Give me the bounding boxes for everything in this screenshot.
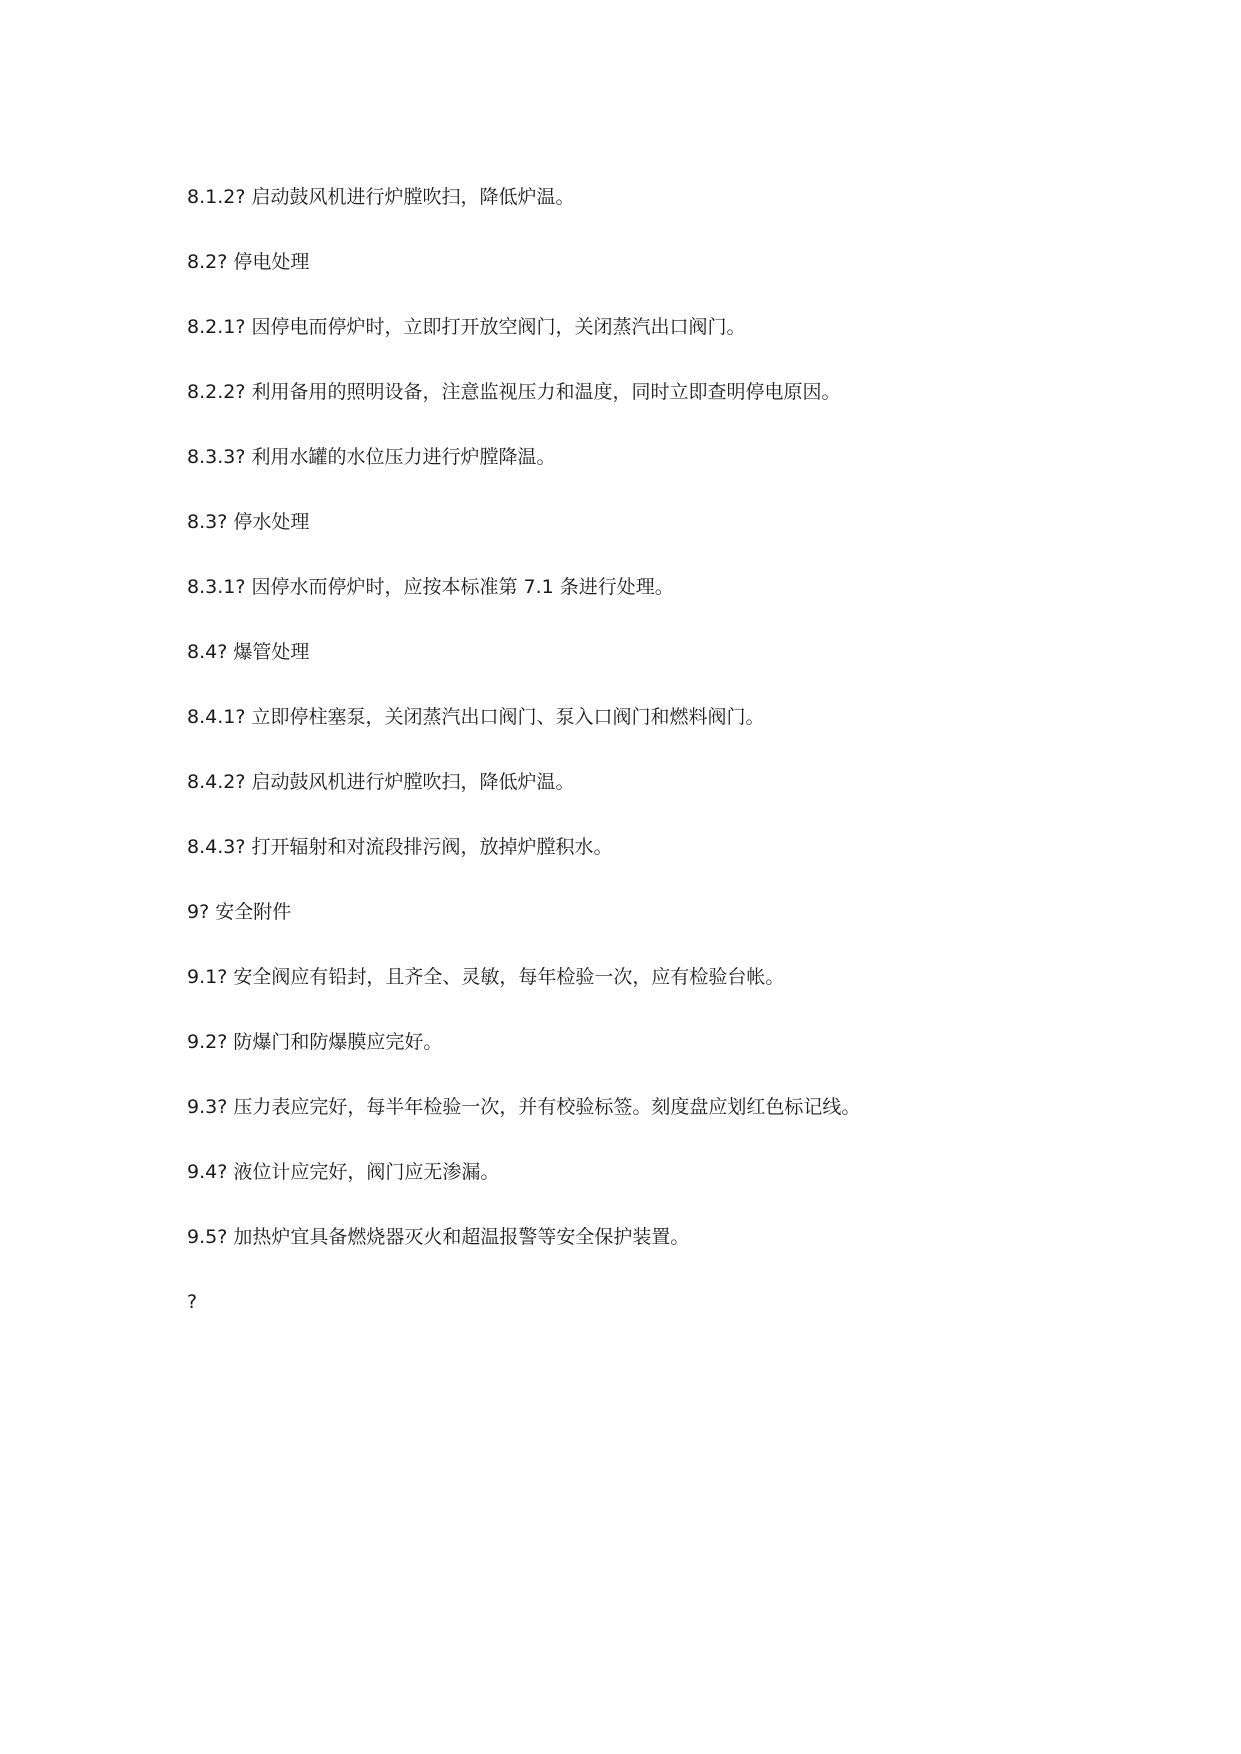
text-line-8-4-1: 8.4.1? 立即停柱塞泵，关闭蒸汽出口阀门、泵入口阀门和燃料阀门。 (187, 706, 765, 728)
heading-9: 9? 安全附件 (187, 901, 292, 923)
text-line-9-5: 9.5? 加热炉宜具备燃烧器灭火和超温报警等安全保护装置。 (187, 1226, 690, 1248)
text-line-8-1-2: 8.1.2? 启动鼓风机进行炉膛吹扫，降低炉温。 (187, 186, 575, 208)
text-line-8-4-2: 8.4.2? 启动鼓风机进行炉膛吹扫，降低炉温。 (187, 771, 575, 793)
text-line-8-2-1: 8.2.1? 因停电而停炉时，立即打开放空阀门，关闭蒸汽出口阀门。 (187, 316, 746, 338)
text-line-8-3-3: 8.3.3? 利用水罐的水位压力进行炉膛降温。 (187, 446, 556, 468)
heading-8-3: 8.3? 停水处理 (187, 511, 310, 533)
text-line-9-3: 9.3? 压力表应完好，每半年检验一次，并有校验标签。刻度盘应划红色标记线。 (187, 1096, 861, 1118)
text-line-9-1: 9.1? 安全阀应有铅封，且齐全、灵敏，每年检验一次，应有检验台帐。 (187, 966, 785, 988)
heading-8-2: 8.2? 停电处理 (187, 251, 310, 273)
heading-8-4: 8.4? 爆管处理 (187, 641, 310, 663)
document-body (187, 184, 1187, 1354)
text-line-8-4-3: 8.4.3? 打开辐射和对流段排污阀，放掉炉膛积水。 (187, 836, 613, 858)
text-line-9-2: 9.2? 防爆门和防爆膜应完好。 (187, 1031, 443, 1053)
trailing-mark: ? (187, 1291, 198, 1313)
text-line-9-4: 9.4? 液位计应完好，阀门应无渗漏。 (187, 1161, 500, 1183)
text-line-8-3-1: 8.3.1? 因停水而停炉时，应按本标准第 7.1 条进行处理。 (187, 576, 674, 598)
text-line-8-2-2: 8.2.2? 利用备用的照明设备，注意监视压力和温度，同时立即查明停电原因。 (187, 381, 841, 403)
